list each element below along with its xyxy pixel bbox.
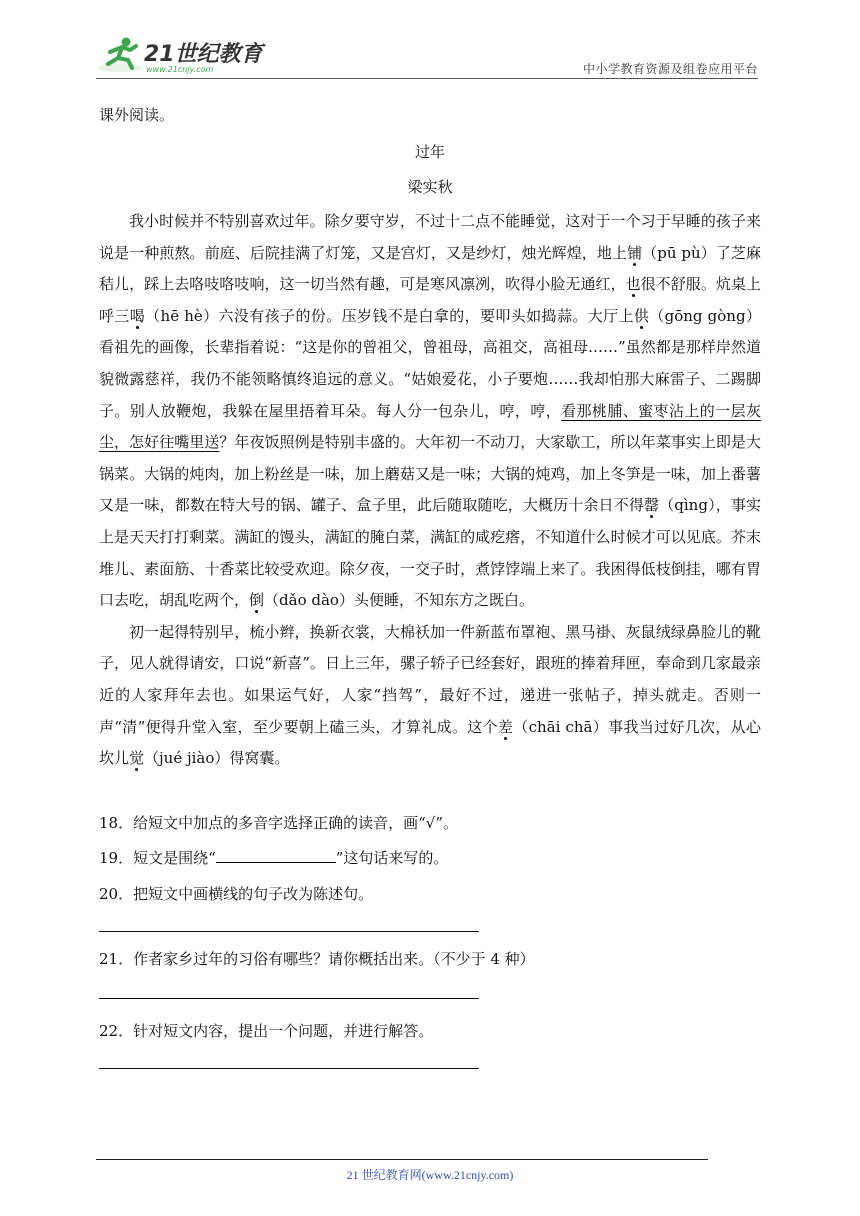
question-20: 20．把短文中画横线的句子改为陈述句。 <box>99 885 374 903</box>
header-divider <box>96 78 758 79</box>
page-header <box>96 34 758 80</box>
article-paragraph-1 <box>99 206 761 617</box>
text-segment: （gōng gòng）看祖先的画像，长辈指着说：“这是你的曾祖父，曾祖母，高祖交，高祖母……”虽然都是那样岸然道貌微露慈祥，我仍不能领略慎终追远的意义。“姑娘爱花，小子要炮……我却怕那大麻雷子、二踢脚子。别人放鞭炮，我躲在屋里捂着耳朵。每人分一包杂儿，哼，哼， <box>99 306 761 420</box>
text-segment: ？年夜饭照例是特别丰盛的。大年初一不动刀，大家歇工，所以年菜事实上即是大锅菜。大锅的炖肉，加上粉丝是一味，加上蘑菇又是一味；大锅的炖鸡，加上冬笋是一味，加上番薯又是一味，都数在特大号的锅、罐子、盒子里，此后随取随吃，大概历十余日不得 <box>99 433 761 515</box>
text-segment: 很不舒服。炕桌上呼三 <box>99 275 761 325</box>
footer-link[interactable]: 21 世纪教育网(www.21cnjy.com) <box>346 1168 514 1182</box>
article-body <box>99 206 761 775</box>
answer-line-20[interactable] <box>99 931 479 932</box>
underlined-sentence: 看那桃脯、蜜枣沾上的一层灰尘，怎好往嘴里送 <box>99 401 761 452</box>
question-22: 22．针对短文内容，提出一个问题，并进行解答。 <box>99 1022 434 1040</box>
dotted-character: 也 <box>625 275 641 294</box>
answer-line-21[interactable] <box>99 998 479 999</box>
header-platform-text: 中小学教育资源及组卷应用平台 <box>582 62 758 76</box>
question-19-blank[interactable] <box>216 848 336 863</box>
logo-sub-text: www.21cnjy.com <box>146 65 214 74</box>
dotted-character: 觉 <box>129 749 145 768</box>
question-18: 18．给短文中加点的多音字选择正确的读音，画“√”。 <box>99 814 458 832</box>
text-segment: （dǎo dào）头便睡，不知东方之既白。 <box>264 591 534 610</box>
site-logo[interactable] <box>96 34 266 76</box>
article-title: 过年 <box>414 143 445 161</box>
dotted-character: 喝 <box>129 306 146 325</box>
article-author: 梁实秋 <box>407 178 453 196</box>
text-segment: （qìng），事实上是天天打打剩菜。满缸的馒头，满缸的腌白菜，满缸的咸疙瘩，不知道什么时候才可以见底。芥末堆儿、素面筋、十香菜比较受欢迎。除夕夜，一交子时，煮饽饽端上来了。我困得低枝倒挂，哪有胃口去吃，胡乱吃两个， <box>99 496 761 610</box>
text-segment: 初一起得特别早，梳小辫，换新衣裳，大棉袄加一件新蓝布罩袍、黑马褂、灰鼠绒绿鼻脸儿的靴子，见人就得请安，口说“新喜”。日上三年，骡子轿子已经套好，跟班的捧着拜匣，奉命到几家最亲近的人家拜年去也。如果运气好，人家“挡驾”，最好不过，递进一张帖子，掉头就走。否则一声“清”便得升堂入室，至少要朝上磕三头，才算礼成。这个 <box>99 622 761 736</box>
text-segment: （pū pù）了芝麻秸儿，踩上去咯吱咯吱响，这一切当然有趣，可是寒风凛冽，吹得小脸无通红， <box>99 243 761 294</box>
answer-line-22[interactable] <box>99 1068 479 1069</box>
dotted-character: 差 <box>497 717 514 736</box>
question-19-suffix: ”这句话来写的。 <box>335 849 449 867</box>
dotted-character: 罄 <box>643 496 660 515</box>
question-19 <box>99 847 448 868</box>
dotted-character: 倒 <box>249 591 265 610</box>
question-21: 21．作者家乡过年的习俗有哪些？请你概括出来。（不少于 4 种） <box>99 950 535 968</box>
dotted-character: 铺 <box>627 243 643 262</box>
logo-runner-icon <box>96 34 266 76</box>
dotted-character: 供 <box>633 306 650 325</box>
text-segment: （hē hè）六没有孩子的份。压岁钱不是白拿的，要叩头如捣蒜。大厅上 <box>145 306 634 325</box>
text-segment: （chāi chā）事我当过好几次，从心坎儿 <box>99 717 761 768</box>
article-paragraph-2 <box>99 617 761 775</box>
question-19-prefix: 19．短文是围绕“ <box>99 849 216 867</box>
text-segment: 我小时候并不特别喜欢过年。除夕要守岁，不过十二点不能睡觉，这对于一个习于早睡的孩子来说是一种煎熬。前庭、后院挂满了灯笼，又是宫灯，又是纱灯，烛光辉煌，地上 <box>99 212 761 262</box>
logo-main-text: 21世纪教育 <box>144 42 263 67</box>
footer-divider <box>96 1159 708 1160</box>
text-segment: （jué jiào）得窝囊。 <box>144 749 290 768</box>
section-label: 课外阅读。 <box>99 106 175 124</box>
